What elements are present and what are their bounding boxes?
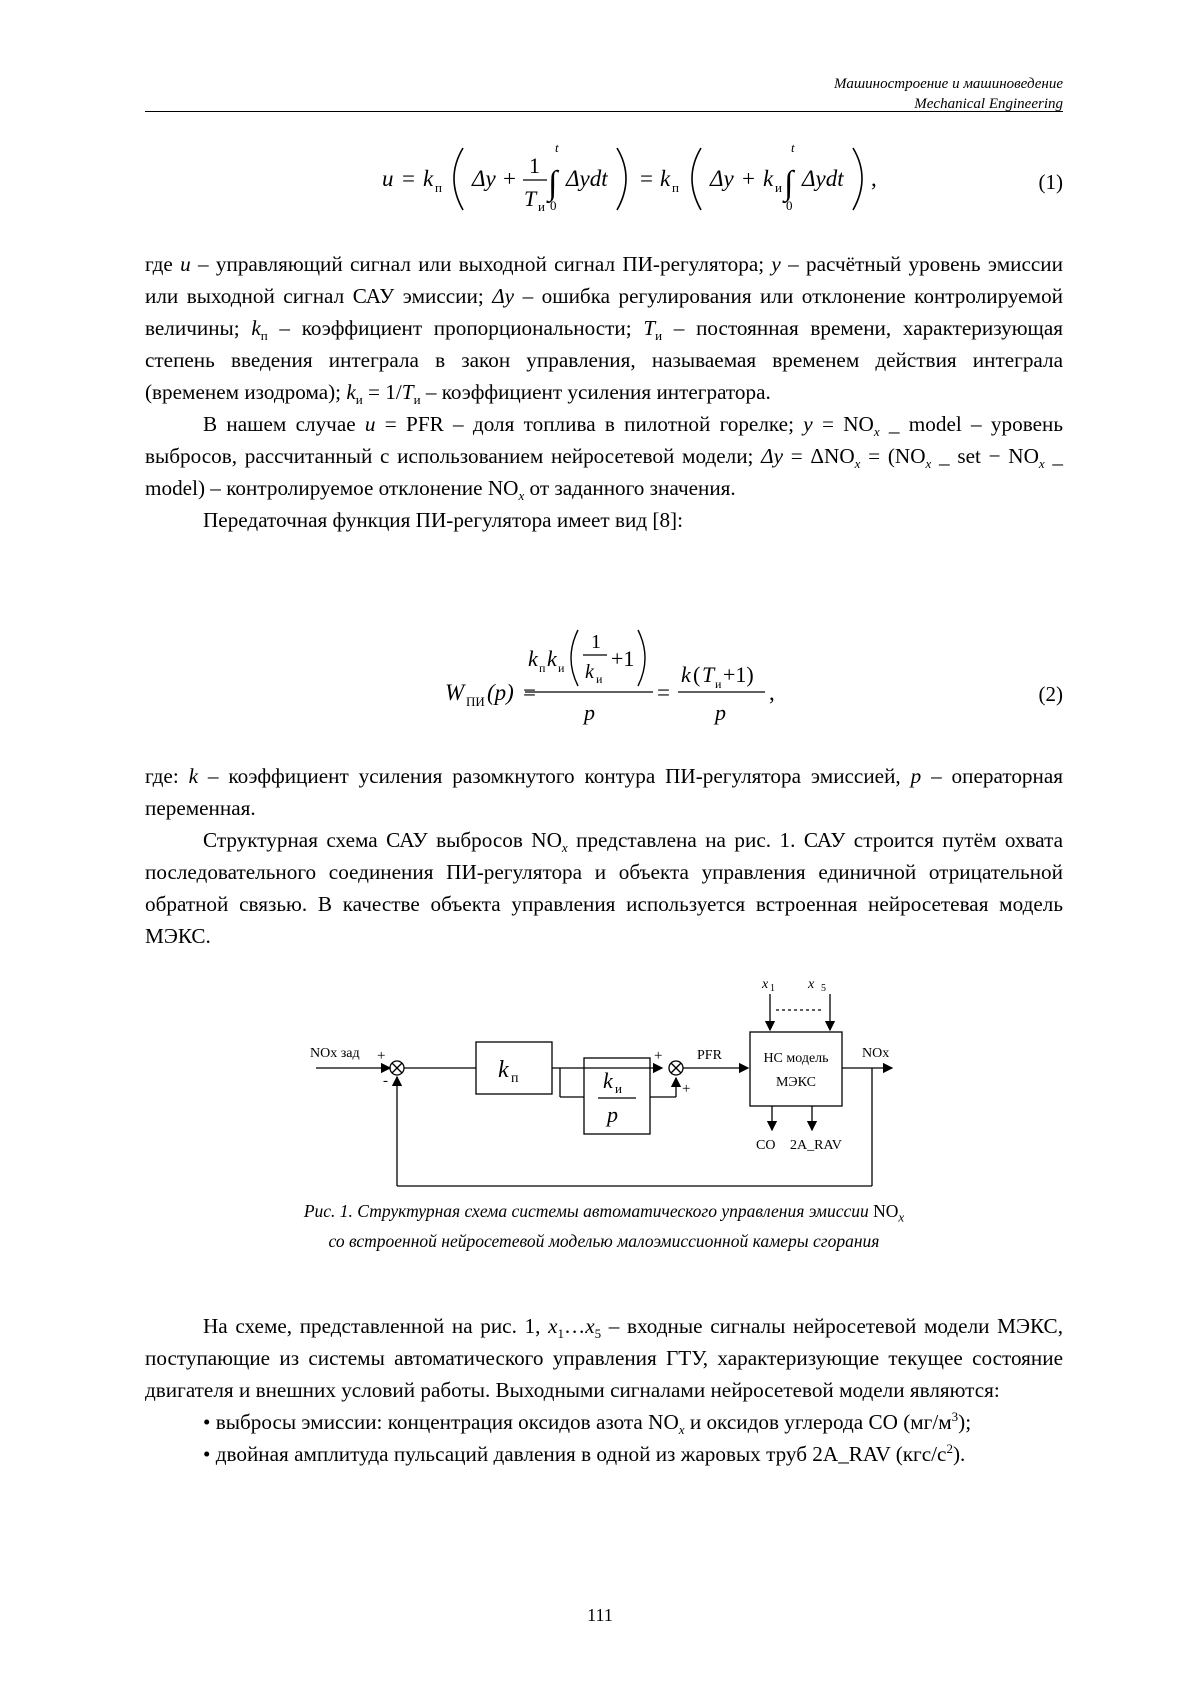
paragraph-3-text: Передаточная функция ПИ-регулятора имеет вид [8]:	[203, 508, 683, 532]
paragraph-5-text: Структурная схема САУ выбросов $NO_x$ представлена на рис. 1. САУ строится путём охвата последовательного соединения ПИ-регулятора и объекта управления единичной отрицательной обратной связью. В качестве объекта управления используется встроенная нейросетевая модель МЭКС.	[145, 828, 1063, 948]
eq1-ki: k	[763, 166, 774, 191]
equation-1-formula	[145, 140, 1063, 220]
eq2-equals-2: =	[657, 680, 670, 705]
journal-title-en: Mechanical Engineering	[914, 96, 1063, 112]
x1-label-sub: 1	[770, 983, 775, 994]
output-list	[145, 1406, 1063, 1470]
eq2-inner-one: 1	[591, 631, 601, 653]
eq1-int-upper-1: t	[555, 140, 559, 155]
eq1-dy-2: Δy	[710, 166, 734, 191]
rav-label: 2A_RAV	[790, 1138, 842, 1153]
eq1-integrand-1: Δydt	[566, 166, 608, 191]
kp-label: k	[498, 1057, 509, 1083]
x1-label: x	[762, 977, 769, 992]
ki-denominator: p	[607, 1102, 618, 1127]
eq1-paren-left-2	[692, 148, 701, 210]
eq1-plus: +	[503, 166, 516, 191]
input-label: NOx зад	[310, 1046, 360, 1061]
eq2-plus-one: +1	[611, 646, 635, 671]
eq2-ki: k	[547, 646, 557, 671]
eq2-kp-sub: п	[539, 661, 546, 675]
paragraph-4-text: где: k – коэффициент усиления разомкнутого контура ПИ-регулятора эмиссией, p – операторная переменная.	[145, 764, 1063, 820]
eq1-paren-left-1	[454, 148, 463, 210]
figure-1-block-diagram	[0, 960, 1200, 1200]
eq1-kp2-sub: п	[672, 180, 679, 195]
eq1-kp: k	[423, 166, 434, 191]
eq2-inner-k-sub: и	[596, 672, 603, 686]
eq1-int-upper-2: t	[791, 140, 795, 155]
equation-2	[145, 622, 1063, 742]
eq1-equals-2: =	[640, 166, 653, 191]
kp-block	[476, 1042, 552, 1094]
nn-model-block	[750, 1032, 842, 1106]
model-label-line2: МЭКС	[775, 1075, 817, 1090]
eq1-comma: ,	[871, 166, 877, 191]
eq2-inner-k: k	[585, 661, 594, 683]
eq2-T-rest: +1)	[723, 662, 754, 687]
eq1-paren-right-1	[617, 148, 626, 210]
ki-label: k	[603, 1068, 613, 1093]
eq2-equals: =	[523, 680, 536, 705]
paragraph-1	[145, 248, 1063, 536]
caption-line-2: со встроенной нейросетевой моделью малоэмиссионной камеры сгорания	[328, 1231, 880, 1251]
eq1-dy: Δy	[472, 166, 496, 191]
paragraph-6-text: На схеме, представленной на рис. 1, $x_1\dots x_5$ – входные сигналы нейросетевой модели МЭКС, поступающие из системы автоматического управления ГТУ, характеризующие текущее состояние двигателя и внешних условий работы. Выходными сигналами нейросетевой модели являются:	[145, 1314, 1063, 1402]
eq2-W-sub: ПИ	[466, 694, 485, 709]
journal-title-ru: Машиностроение и машиноведение	[834, 76, 1063, 92]
pfr-label: PFR	[697, 1048, 722, 1063]
sum1-minus: -	[383, 1073, 388, 1089]
eq2-inner-paren-right	[638, 630, 645, 686]
caption-line-1: Рис. 1. Структурная схема системы автоматического управления эмиссии $NO_x$	[303, 1201, 905, 1225]
figure-1-caption	[145, 1196, 1063, 1256]
eq2-p: p	[584, 700, 595, 725]
eq2-T-sub: и	[715, 677, 722, 691]
eq1-integral-2: ∫	[784, 165, 794, 202]
eq2-number: (2)	[1038, 682, 1063, 706]
list-item-emissions: • выбросы эмиссии: концентрация оксидов азота $NO_x$ и оксидов углерода CO $(мг/м^3)$;	[203, 1408, 972, 1438]
model-label-line1: НС модель	[763, 1051, 829, 1066]
co-label: CO	[756, 1138, 776, 1153]
paragraph-4-5	[145, 760, 1063, 952]
header-rule	[145, 111, 1063, 112]
eq1-plus-2: +	[742, 166, 755, 191]
eq1-integrand-2: Δydt	[802, 166, 844, 191]
eq1-one: 1	[529, 153, 540, 178]
eq2-T-paren: (	[693, 662, 701, 687]
eq2-inner-paren-left	[571, 630, 578, 686]
ki-label-sub: и	[615, 1081, 622, 1096]
eq2-kp: k	[528, 646, 538, 671]
running-head	[834, 74, 1063, 114]
eq1-u: u	[382, 166, 394, 191]
list-item-pulsation: • двойная амплитуда пульсаций давления в одной из жаровых труб 2A_RAV $(кгс/с^2)$.	[203, 1440, 966, 1466]
equation-1	[145, 140, 1063, 218]
eq1-kp-sub: п	[435, 180, 442, 195]
eq1-int-lower-1: 0	[550, 198, 557, 213]
eq1-int-lower-2: 0	[786, 198, 793, 213]
eq1-integral-1: ∫	[548, 165, 558, 202]
paragraph-1-text: где u – управляющий сигнал или выходной сигнал ПИ-регулятора; y – расчётный уровень эмиссии или выходной сигнал САУ эмиссии; Δy – ошибка регулирования или отклонение контролируемой величины; $k_п$ – коэффициент пропорциональности; $T_и$ – постоянная времени, характеризующая степень введения интеграла в закон управления, называемая временем действия интеграла (временем изодрома); $k_и = 1/T_и$ – коэффициент усиления интегратора.	[145, 252, 1064, 408]
page-number: 111	[587, 1605, 613, 1625]
eq1-ki-sub: и	[775, 180, 782, 195]
paragraph-6-section	[145, 1310, 1063, 1470]
nox-output-label: NOx	[862, 1046, 890, 1061]
eq1-Ti: T	[524, 186, 537, 211]
eq1-equals: =	[402, 166, 415, 191]
equation-2-formula	[145, 622, 1063, 742]
eq2-ki-sub: и	[558, 661, 565, 675]
sum1-plus: +	[377, 1048, 386, 1064]
eq1-number: (1)	[1038, 170, 1063, 194]
eq2-p-2: p	[715, 700, 726, 725]
paragraph-2-text: В нашем случае u = PFR – доля топлива в пилотной горелке; $y = NO_x$ _ model – уровень выбросов, рассчитанный с использованием нейросетевой модели; $\Delta y = \Delta NO_x = (NO_x$ _ set − $NO_x$ _ model) – контролируемое отклонение $NO_x$ от заданного значения.	[145, 412, 1063, 504]
sum2-plus-bottom: +	[682, 1081, 691, 1097]
kp-label-sub: п	[511, 1071, 519, 1086]
eq2-comma: ,	[769, 680, 775, 705]
eq1-paren-right-2	[853, 148, 862, 210]
sum2-plus-top: +	[654, 1048, 663, 1064]
eq2-p-arg: (p)	[487, 680, 514, 705]
eq2-T: T	[702, 662, 715, 687]
eq2-W: W	[445, 680, 465, 705]
eq2-k: k	[681, 662, 691, 687]
x5-label: x	[808, 977, 815, 992]
eq1-kp-2: k	[660, 166, 671, 191]
x5-label-sub: 5	[821, 983, 826, 994]
eq1-Ti-sub: и	[538, 199, 545, 214]
